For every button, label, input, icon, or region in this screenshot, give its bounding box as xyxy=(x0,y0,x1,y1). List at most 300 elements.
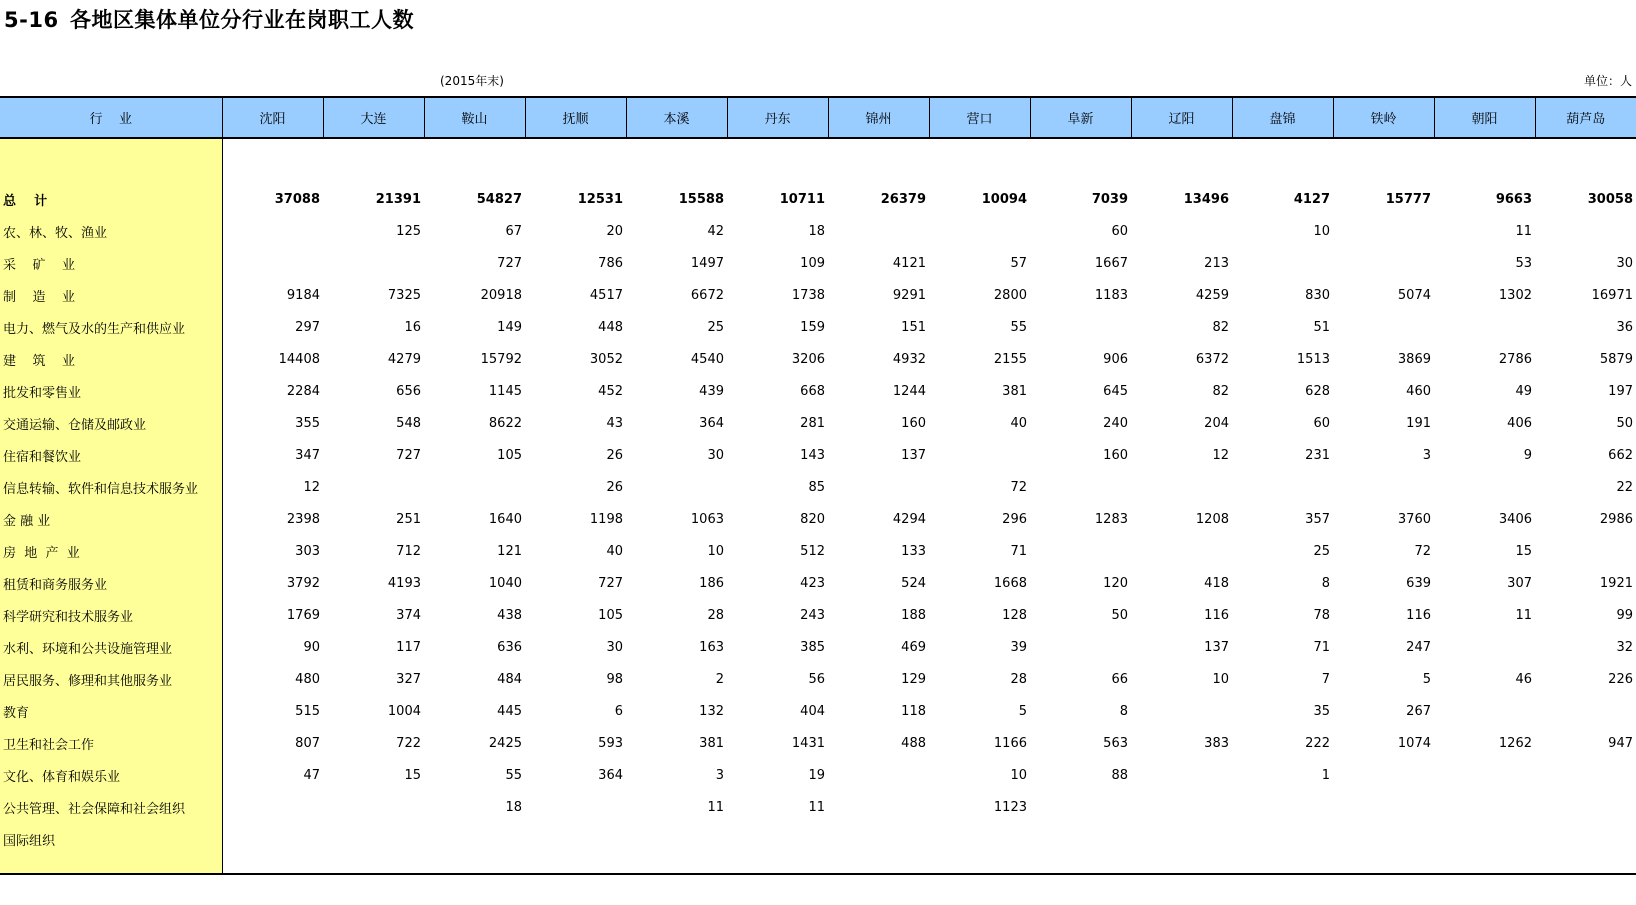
data-cell xyxy=(1232,791,1333,823)
data-cell xyxy=(1333,791,1434,823)
data-cell: 191 xyxy=(1406,415,1431,431)
data-cell: 10094 xyxy=(981,191,1027,207)
data-cell: 40 xyxy=(1010,415,1027,431)
data-cell: 120 xyxy=(1103,575,1128,591)
data-cell: 383 xyxy=(1204,735,1229,751)
column-header-city: 丹东 xyxy=(727,97,828,138)
data-cell xyxy=(424,823,525,855)
data-cell: 2786 xyxy=(1498,351,1532,367)
data-cell: 186 xyxy=(699,575,724,591)
column-header-city: 鞍山 xyxy=(424,97,525,138)
table-row xyxy=(0,823,1636,855)
row-label: 金 融 业 xyxy=(0,503,222,535)
row-label: 电力、燃气及水的生产和供应业 xyxy=(0,311,222,343)
data-cell xyxy=(1131,215,1232,247)
data-cell xyxy=(1434,631,1535,663)
data-cell xyxy=(1131,759,1232,791)
data-cell: 72 xyxy=(1010,479,1027,495)
data-cell: 71 xyxy=(1010,543,1027,559)
data-cell: 53 xyxy=(1515,255,1532,271)
table-row xyxy=(0,311,1636,343)
data-cell xyxy=(222,215,323,247)
data-cell: 30058 xyxy=(1587,191,1633,207)
data-cell: 22 xyxy=(1616,479,1633,495)
data-cell xyxy=(1434,311,1535,343)
data-cell: 117 xyxy=(396,639,421,655)
data-cell: 60 xyxy=(1313,415,1330,431)
data-cell: 5074 xyxy=(1397,287,1431,303)
data-cell: 10 xyxy=(1010,767,1027,783)
data-cell: 1497 xyxy=(690,255,724,271)
data-cell: 197 xyxy=(1608,383,1633,399)
table-row xyxy=(0,439,1636,471)
data-cell: 82 xyxy=(1212,383,1229,399)
data-cell: 21391 xyxy=(375,191,421,207)
data-cell: 99 xyxy=(1616,607,1633,623)
data-cell: 72 xyxy=(1414,543,1431,559)
header-row xyxy=(0,97,1636,138)
data-cell xyxy=(626,823,727,855)
data-cell xyxy=(929,823,1030,855)
data-cell xyxy=(323,791,424,823)
data-cell: 247 xyxy=(1406,639,1431,655)
data-cell: 243 xyxy=(800,607,825,623)
data-cell: 1302 xyxy=(1498,287,1532,303)
data-cell: 303 xyxy=(295,543,320,559)
data-cell: 7039 xyxy=(1091,191,1128,207)
data-cell: 357 xyxy=(1305,511,1330,527)
data-cell: 6372 xyxy=(1195,351,1229,367)
data-cell xyxy=(1434,791,1535,823)
data-cell: 406 xyxy=(1507,415,1532,431)
data-cell: 439 xyxy=(699,383,724,399)
data-cell: 1123 xyxy=(993,799,1027,815)
data-cell xyxy=(1232,823,1333,855)
data-cell: 14408 xyxy=(278,351,320,367)
data-cell xyxy=(828,791,929,823)
data-cell: 381 xyxy=(1002,383,1027,399)
data-cell: 5 xyxy=(1018,703,1027,719)
data-cell: 8 xyxy=(1119,703,1128,719)
table-row xyxy=(0,215,1636,247)
row-label: 公共管理、社会保障和社会组织 xyxy=(0,791,222,823)
data-cell xyxy=(525,823,626,855)
data-cell: 1668 xyxy=(993,575,1027,591)
data-cell: 125 xyxy=(396,223,421,239)
data-cell: 484 xyxy=(497,671,522,687)
data-cell: 15588 xyxy=(678,191,724,207)
table-row xyxy=(0,599,1636,631)
data-cell: 3406 xyxy=(1498,511,1532,527)
data-cell xyxy=(1030,791,1131,823)
data-cell: 297 xyxy=(295,319,320,335)
column-header-city: 大连 xyxy=(323,97,424,138)
data-cell xyxy=(828,215,929,247)
data-cell: 98 xyxy=(606,671,623,687)
data-cell: 480 xyxy=(295,671,320,687)
data-cell: 645 xyxy=(1103,383,1128,399)
data-cell: 830 xyxy=(1305,287,1330,303)
row-label: 国际组织 xyxy=(0,823,222,855)
data-cell xyxy=(323,247,424,279)
data-cell: 4932 xyxy=(892,351,926,367)
data-cell: 37088 xyxy=(274,191,320,207)
data-cell: 524 xyxy=(901,575,926,591)
data-cell xyxy=(1030,631,1131,663)
data-cell: 160 xyxy=(901,415,926,431)
data-cell: 42 xyxy=(707,223,724,239)
data-cell: 488 xyxy=(901,735,926,751)
spacer-row xyxy=(0,855,1636,874)
data-cell: 1667 xyxy=(1094,255,1128,271)
data-cell: 1513 xyxy=(1296,351,1330,367)
data-cell: 1004 xyxy=(387,703,421,719)
data-cell: 226 xyxy=(1608,671,1633,687)
data-cell xyxy=(1131,535,1232,567)
data-cell: 712 xyxy=(396,543,421,559)
data-cell: 727 xyxy=(598,575,623,591)
data-cell: 4517 xyxy=(589,287,623,303)
table-row xyxy=(0,695,1636,727)
data-cell: 35 xyxy=(1313,703,1330,719)
data-cell: 240 xyxy=(1103,415,1128,431)
data-cell: 1921 xyxy=(1599,575,1633,591)
row-label: 住宿和餐饮业 xyxy=(0,439,222,471)
data-cell xyxy=(1333,471,1434,503)
data-cell: 213 xyxy=(1204,255,1229,271)
data-cell: 19 xyxy=(808,767,825,783)
data-cell: 6 xyxy=(614,703,623,719)
data-cell: 9663 xyxy=(1495,191,1532,207)
data-cell xyxy=(1535,695,1636,727)
row-label: 建 筑 业 xyxy=(0,343,222,375)
data-cell: 438 xyxy=(497,607,522,623)
data-cell xyxy=(1333,311,1434,343)
data-cell xyxy=(1131,791,1232,823)
data-cell xyxy=(424,471,525,503)
row-label: 制 造 业 xyxy=(0,279,222,311)
data-cell xyxy=(1333,247,1434,279)
data-cell: 3206 xyxy=(791,351,825,367)
data-cell: 418 xyxy=(1204,575,1229,591)
data-cell: 15 xyxy=(404,767,421,783)
data-cell: 116 xyxy=(1204,607,1229,623)
data-cell: 251 xyxy=(396,511,421,527)
column-header-city: 葫芦岛 xyxy=(1535,97,1636,138)
data-cell xyxy=(1535,535,1636,567)
data-cell: 78 xyxy=(1313,607,1330,623)
data-cell: 18 xyxy=(808,223,825,239)
data-cell: 109 xyxy=(800,255,825,271)
data-cell: 133 xyxy=(901,543,926,559)
data-cell: 593 xyxy=(598,735,623,751)
data-cell: 4193 xyxy=(387,575,421,591)
data-cell: 4279 xyxy=(387,351,421,367)
data-cell: 18 xyxy=(505,799,522,815)
data-cell: 1244 xyxy=(892,383,926,399)
data-cell xyxy=(1434,823,1535,855)
data-cell: 10 xyxy=(1212,671,1229,687)
data-cell: 71 xyxy=(1313,639,1330,655)
data-cell: 10 xyxy=(1313,223,1330,239)
data-cell: 30 xyxy=(1616,255,1633,271)
data-cell: 2 xyxy=(715,671,724,687)
data-cell: 4294 xyxy=(892,511,926,527)
data-cell: 820 xyxy=(800,511,825,527)
data-cell: 15792 xyxy=(480,351,522,367)
data-cell: 381 xyxy=(699,735,724,751)
data-cell xyxy=(929,439,1030,471)
data-cell: 11 xyxy=(808,799,825,815)
data-cell: 906 xyxy=(1103,351,1128,367)
column-header-city: 沈阳 xyxy=(222,97,323,138)
data-cell xyxy=(1434,759,1535,791)
data-cell: 1431 xyxy=(791,735,825,751)
data-cell: 231 xyxy=(1305,447,1330,463)
column-header-city: 朝阳 xyxy=(1434,97,1535,138)
data-cell: 30 xyxy=(606,639,623,655)
data-cell xyxy=(1131,695,1232,727)
data-cell: 57 xyxy=(1010,255,1027,271)
spacer-cell xyxy=(0,138,222,183)
data-cell xyxy=(1131,471,1232,503)
data-cell: 281 xyxy=(800,415,825,431)
data-cell: 90 xyxy=(303,639,320,655)
data-cell: 15 xyxy=(1515,543,1532,559)
data-cell: 1738 xyxy=(791,287,825,303)
column-header-city: 盘锦 xyxy=(1232,97,1333,138)
data-cell xyxy=(1030,823,1131,855)
data-cell xyxy=(1434,471,1535,503)
row-label: 总 计 xyxy=(0,183,222,215)
data-cell: 727 xyxy=(396,447,421,463)
table-row xyxy=(0,471,1636,503)
row-label: 信息转输、软件和信息技术服务业 xyxy=(0,471,222,503)
data-cell: 515 xyxy=(295,703,320,719)
row-label: 交通运输、仓储及邮政业 xyxy=(0,407,222,439)
data-cell: 727 xyxy=(497,255,522,271)
data-cell xyxy=(727,823,828,855)
data-cell: 2155 xyxy=(993,351,1027,367)
data-cell: 5 xyxy=(1422,671,1431,687)
table-row xyxy=(0,407,1636,439)
column-header-city: 抚顺 xyxy=(525,97,626,138)
table-row xyxy=(0,791,1636,823)
data-cell: 1074 xyxy=(1397,735,1431,751)
data-cell: 327 xyxy=(396,671,421,687)
data-cell: 1 xyxy=(1321,767,1330,783)
data-cell: 452 xyxy=(598,383,623,399)
data-cell: 10711 xyxy=(779,191,825,207)
data-cell: 204 xyxy=(1204,415,1229,431)
data-cell: 132 xyxy=(699,703,724,719)
data-cell: 25 xyxy=(707,319,724,335)
data-cell: 26 xyxy=(606,479,623,495)
data-cell: 656 xyxy=(396,383,421,399)
data-cell: 1283 xyxy=(1094,511,1128,527)
data-cell: 2986 xyxy=(1599,511,1633,527)
data-cell: 30 xyxy=(707,447,724,463)
data-cell: 222 xyxy=(1305,735,1330,751)
period-label: (2015年末) xyxy=(440,74,504,88)
row-label: 房 地 产 业 xyxy=(0,535,222,567)
data-cell: 1040 xyxy=(488,575,522,591)
row-label: 租赁和商务服务业 xyxy=(0,567,222,599)
spacer-row xyxy=(0,138,1636,183)
data-cell: 6672 xyxy=(690,287,724,303)
column-header-industry: 行 业 xyxy=(0,97,222,138)
data-cell: 786 xyxy=(598,255,623,271)
row-label: 教育 xyxy=(0,695,222,727)
data-cell: 20 xyxy=(606,223,623,239)
data-cell xyxy=(828,759,929,791)
data-cell: 10 xyxy=(707,543,724,559)
data-cell: 28 xyxy=(1010,671,1027,687)
row-label: 水利、环境和公共设施管理业 xyxy=(0,631,222,663)
data-cell: 347 xyxy=(295,447,320,463)
table-title-text: 各地区集体单位分行业在岗职工人数 xyxy=(70,8,414,32)
data-cell: 9 xyxy=(1523,447,1532,463)
table-row xyxy=(0,279,1636,311)
data-cell: 3760 xyxy=(1397,511,1431,527)
data-cell: 46 xyxy=(1515,671,1532,687)
data-cell: 1262 xyxy=(1498,735,1532,751)
table-title xyxy=(4,4,414,34)
table-row xyxy=(0,727,1636,759)
data-cell: 3869 xyxy=(1397,351,1431,367)
data-cell: 3 xyxy=(715,767,724,783)
data-cell xyxy=(1535,215,1636,247)
total-row xyxy=(0,183,1636,215)
data-cell: 160 xyxy=(1103,447,1128,463)
data-cell: 3 xyxy=(1422,447,1431,463)
data-cell: 56 xyxy=(808,671,825,687)
data-cell xyxy=(1232,247,1333,279)
data-cell: 36 xyxy=(1616,319,1633,335)
data-cell: 2284 xyxy=(286,383,320,399)
data-cell: 12 xyxy=(303,479,320,495)
column-header-city: 阜新 xyxy=(1030,97,1131,138)
data-cell xyxy=(1333,759,1434,791)
data-cell: 374 xyxy=(396,607,421,623)
data-cell: 8 xyxy=(1321,575,1330,591)
column-header-city: 铁岭 xyxy=(1333,97,1434,138)
data-cell xyxy=(1535,823,1636,855)
data-cell: 355 xyxy=(295,415,320,431)
unit-label: 单位：人 xyxy=(1583,74,1632,88)
data-cell: 47 xyxy=(303,767,320,783)
data-cell xyxy=(222,791,323,823)
data-cell: 5879 xyxy=(1599,351,1633,367)
data-cell: 32 xyxy=(1616,639,1633,655)
data-cell: 121 xyxy=(497,543,522,559)
data-cell xyxy=(1030,471,1131,503)
data-cell: 28 xyxy=(707,607,724,623)
data-cell: 7325 xyxy=(387,287,421,303)
data-cell: 1145 xyxy=(488,383,522,399)
data-cell: 307 xyxy=(1507,575,1532,591)
data-cell: 54827 xyxy=(476,191,522,207)
data-cell: 40 xyxy=(606,543,623,559)
table-row xyxy=(0,631,1636,663)
data-cell: 639 xyxy=(1406,575,1431,591)
row-label: 居民服务、修理和其他服务业 xyxy=(0,663,222,695)
data-cell xyxy=(1333,215,1434,247)
data-cell: 137 xyxy=(1204,639,1229,655)
data-cell: 26 xyxy=(606,447,623,463)
data-cell xyxy=(1333,823,1434,855)
data-cell: 2800 xyxy=(993,287,1027,303)
column-header-city: 锦州 xyxy=(828,97,929,138)
data-cell: 15777 xyxy=(1385,191,1431,207)
data-cell: 628 xyxy=(1305,383,1330,399)
data-cell: 82 xyxy=(1212,319,1229,335)
data-cell: 20918 xyxy=(480,287,522,303)
data-cell: 49 xyxy=(1515,383,1532,399)
data-cell: 11 xyxy=(707,799,724,815)
table-row xyxy=(0,247,1636,279)
spacer-cell xyxy=(222,138,1636,183)
data-cell: 3052 xyxy=(589,351,623,367)
data-cell: 8622 xyxy=(488,415,522,431)
data-cell: 11 xyxy=(1515,607,1532,623)
data-cell: 1198 xyxy=(589,511,623,527)
data-cell: 460 xyxy=(1406,383,1431,399)
data-cell xyxy=(1535,791,1636,823)
data-cell: 4259 xyxy=(1195,287,1229,303)
data-cell: 548 xyxy=(396,415,421,431)
row-label: 文化、体育和娱乐业 xyxy=(0,759,222,791)
data-cell: 4121 xyxy=(892,255,926,271)
data-cell: 364 xyxy=(598,767,623,783)
data-cell: 364 xyxy=(699,415,724,431)
data-cell: 55 xyxy=(505,767,522,783)
data-cell: 105 xyxy=(598,607,623,623)
data-cell: 448 xyxy=(598,319,623,335)
data-cell: 9184 xyxy=(286,287,320,303)
data-cell: 129 xyxy=(901,671,926,687)
data-cell: 105 xyxy=(497,447,522,463)
data-cell: 3792 xyxy=(286,575,320,591)
data-cell: 116 xyxy=(1406,607,1431,623)
data-cell: 423 xyxy=(800,575,825,591)
data-cell: 50 xyxy=(1616,415,1633,431)
row-label: 采 矿 业 xyxy=(0,247,222,279)
table-row xyxy=(0,535,1636,567)
data-cell: 469 xyxy=(901,639,926,655)
data-cell xyxy=(626,471,727,503)
data-cell: 26379 xyxy=(880,191,926,207)
data-cell: 1640 xyxy=(488,511,522,527)
data-cell: 1769 xyxy=(286,607,320,623)
data-cell xyxy=(1232,471,1333,503)
data-cell: 385 xyxy=(800,639,825,655)
table-row xyxy=(0,567,1636,599)
column-header-city: 营口 xyxy=(929,97,1030,138)
data-cell xyxy=(929,215,1030,247)
data-cell: 668 xyxy=(800,383,825,399)
data-cell: 512 xyxy=(800,543,825,559)
table-row xyxy=(0,343,1636,375)
data-cell: 267 xyxy=(1406,703,1431,719)
data-cell xyxy=(828,471,929,503)
data-cell: 55 xyxy=(1010,319,1027,335)
data-cell: 50 xyxy=(1111,607,1128,623)
data-cell: 4127 xyxy=(1293,191,1330,207)
row-label: 批发和零售业 xyxy=(0,375,222,407)
data-cell: 13496 xyxy=(1183,191,1229,207)
data-cell: 137 xyxy=(901,447,926,463)
